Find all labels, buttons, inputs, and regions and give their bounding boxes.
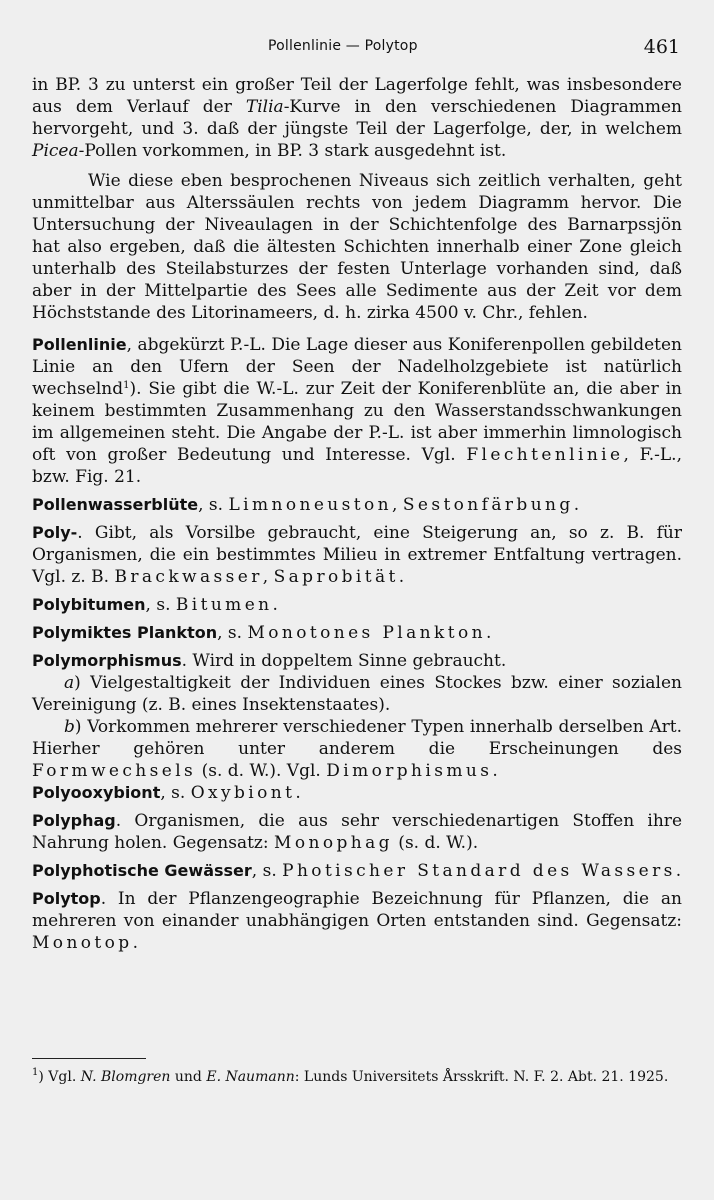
entry-text: ,: [262, 567, 274, 587]
entry-headword: Polytop: [32, 889, 101, 908]
entry-text: , s.: [160, 783, 191, 803]
subsense-label: a: [64, 673, 75, 693]
cross-reference: Monophag: [274, 833, 393, 853]
entry-text: .: [272, 595, 278, 615]
footnote: [32, 1068, 682, 1087]
footnote-text: ) Vgl.: [38, 1069, 81, 1085]
entry-text: , abgekürzt P.-L. Die Lage dieser aus Koniferenpollen gebildeten Linie an den Ufern der Seen der Nadelholzgebiete ist natürlich wechselnd: [32, 335, 682, 399]
entry-headword: Poly-: [32, 523, 78, 542]
cross-reference: Sestonfärbung: [402, 495, 574, 515]
entry-polybitumen: [32, 594, 682, 616]
entry-text: ,: [392, 495, 403, 515]
footnote-author: N. Blomgren: [80, 1069, 171, 1085]
entry-polymorphismus: [32, 650, 682, 672]
entry-text: , s.: [145, 595, 176, 615]
entry-headword: Polyooxybiont: [32, 783, 161, 802]
entry-text: .: [573, 495, 580, 515]
page-number: 461: [643, 36, 680, 58]
entry-text: .: [492, 761, 498, 781]
entry-text: . Organismen, die aus sehr verschiedenartigen Stoffen ihre Nahrung holen. Gegensatz:: [32, 811, 682, 853]
entry-text: ) Vielgestaltigkeit der Individuen eines Stockes bzw. einer sozialen Vereinigung (z. B. eines Insektenstaates).: [32, 673, 682, 715]
cross-reference: Monotop: [32, 933, 133, 953]
entry-polyphotische-gewaesser: [32, 860, 682, 882]
entry-text: .: [398, 567, 405, 587]
entry-text: ). Sie gibt die W.-L. zur Zeit der Koniferenblüte an, die aber in keinem bestimmten Zusammenhang zu den Wasserstandsschwankungen im allgemeinen steht. Die Angabe der P.-L. ist aber immerhin limnologisch oft von großer Bedeutung und Interesse. Vgl.: [32, 379, 682, 465]
entry-polyoxybiont: [32, 782, 682, 804]
entry-pollenlinie: [32, 334, 682, 488]
entry-headword: Polyphag: [32, 811, 116, 830]
entry-text: .: [485, 623, 492, 643]
entry-text: , s.: [198, 495, 229, 515]
entry-text: (s. d. W.).: [392, 833, 479, 853]
running-title: Pollenlinie — Polytop: [268, 38, 418, 54]
footnote-rule: [32, 1058, 146, 1059]
entry-text: , F.-L., bzw. Fig. 21.: [32, 445, 682, 487]
entry-polymiktes-plankton: [32, 622, 682, 644]
entry-headword: Polymorphismus: [32, 651, 182, 670]
entry-text: (s. d. W.). Vgl.: [196, 761, 327, 781]
page-body: [32, 74, 682, 954]
paragraph-text: -Kurve in den verschiedenen Diagrammen hervorgeht, und 3. daß der jüngste Teil der Lagerfolge, der, in welchem: [32, 97, 682, 139]
entry-text: .: [295, 783, 301, 803]
footnote-author: E. Naumann: [206, 1069, 295, 1085]
entry-text: . Gibt, als Vorsilbe gebraucht, eine Steigerung an, so z. B. für Organismen, die ein bestimmtes Milieu in extremer Entfaltung vertragen. Vgl. z. B.: [32, 523, 682, 587]
entry-subsense-b: [32, 716, 682, 782]
entry-poly: [32, 522, 682, 588]
entry-headword: Polyphotische Gewässer: [32, 861, 252, 880]
cross-reference: Saprobität: [273, 567, 399, 587]
entry-headword: Polybitumen: [32, 595, 146, 614]
entry-text: .: [132, 933, 138, 953]
footnote-reference[interactable]: 1: [123, 380, 130, 391]
entry-headword: Pollenlinie: [32, 335, 127, 354]
cross-reference: Bitumen: [175, 595, 273, 615]
entry-pollenwasserbluete: [32, 494, 682, 516]
cross-reference: Brackwasser: [114, 567, 263, 587]
paragraph: Wie diese eben besprochenen Niveaus sich zeitlich verhalten, geht unmittelbar aus Alterssäulen rechts von jedem Diagramm hervor. Die Untersuchung der Niveaulagen in der Schichtenfolge des Barnarpssjön hat also ergeben, daß die ältesten Schichten innerhalb einer Zone gleich unterhalb des Steilabsturzes der festen Unterlage vorhanden sind, daß aber in der Mittelpartie des Sees alle Sedimente aus der Zeit vor dem Höchststande des Litorinameers, d. h. zirka 4500 v. Chr., fehlen.: [32, 171, 682, 323]
entry-text: . Wird in doppeltem Sinne gebraucht.: [181, 651, 507, 671]
footnote-text: : Lunds Universitets Årsskrift. N. F. 2. Abt. 21. 1925.: [294, 1069, 669, 1085]
cross-reference: Formwechsels: [32, 761, 197, 781]
cross-reference: Photischer Standard des Wassers: [282, 861, 676, 881]
cross-reference: Oxybiont: [190, 783, 296, 803]
entry-text: , s.: [217, 623, 248, 643]
entry-text: ) Vorkommen mehrerer verschiedener Typen innerhalb derselben Art. Hierher gehören unter anderem die Erscheinungen des: [32, 717, 682, 759]
taxon-name: Tilia: [245, 97, 284, 117]
taxon-name: Picea: [32, 141, 79, 161]
subsense-label: b: [64, 717, 75, 737]
paragraph-text: in BP. 3 zu unterst ein großer Teil der Lagerfolge fehlt, was insbesondere aus dem Verlauf der: [32, 75, 682, 117]
entry-headword: Pollenwasserblüte: [32, 495, 199, 514]
entry-subsense-a: [32, 672, 682, 716]
entry-polytop: [32, 888, 682, 954]
footnote-mark: 1: [32, 1067, 39, 1078]
entry-polyphag: [32, 810, 682, 854]
cross-reference: Dimorphismus: [326, 761, 493, 781]
paragraph-text: -Pollen vorkommen, in BP. 3 stark ausgedehnt ist.: [78, 141, 507, 161]
entry-text: . In der Pflanzengeographie Bezeichnung für Pflanzen, die an mehreren von einander unabhängigen Orten entstanden sind. Gegensatz:: [32, 889, 682, 931]
entry-text: , s.: [251, 861, 283, 881]
cross-reference: Limnoneuston: [228, 495, 392, 515]
page-header: [0, 36, 714, 62]
continued-paragraph: [32, 74, 682, 162]
cross-reference: Monotones Plankton: [247, 623, 486, 643]
entry-text: .: [675, 861, 682, 881]
cross-reference: Flechtenlinie: [466, 445, 624, 465]
footnote-text: und: [170, 1069, 207, 1085]
entry-headword: Polymiktes Plankton: [32, 623, 218, 642]
